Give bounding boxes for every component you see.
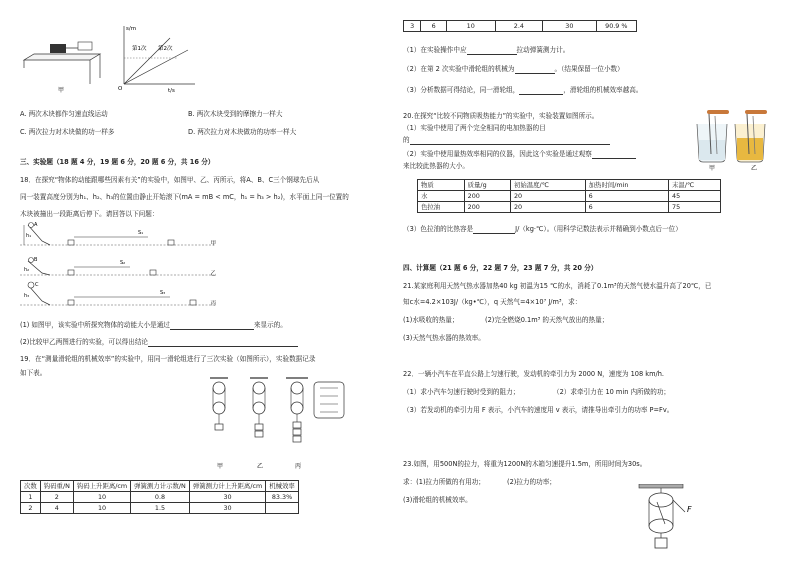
table-cell: 90.9 % [596, 21, 636, 32]
table-header: 弹簧测力计上升距离/cm [189, 481, 265, 492]
beaker-jia [697, 110, 729, 172]
q18-line3: 木块被撞出一段距离后停下。请回答以下问题： [20, 210, 159, 218]
q20-sub3 [403, 225, 682, 234]
table-cell: 2 [40, 492, 73, 503]
q19-sub2-after: 。（结果保留一位小数） [554, 65, 624, 73]
beaker-yi-label: 乙 [751, 165, 758, 172]
q21-sub2: (2)完全燃烧0.1m³ 的天然气放出的热量； [485, 316, 609, 324]
table-cell: 75 [669, 202, 721, 213]
q20-line4-before: （2）实验中使用量热效率相同的仪器，因此这个实验是通过观察 [403, 150, 592, 158]
table-header: 弹簧测力计示数/N [131, 481, 190, 492]
q19-sub1-after: 拉动弹簧测力计。 [516, 46, 570, 54]
table-header: 次数 [21, 481, 41, 492]
q22-line2b: （2）求牵引力在 10 min 内所做的功； [553, 388, 671, 396]
q23-line2a: 求：(1)拉力所做的有用功； [403, 478, 485, 486]
q23-line3: (3)滑轮组的机械效率。 [403, 496, 472, 504]
pulley-yi [250, 378, 268, 470]
table-cell: 20 [510, 191, 585, 202]
q19-table-continued [403, 20, 637, 32]
table-header: 钩码上升距离/cm [73, 481, 130, 492]
ramp-bing [20, 282, 216, 307]
table-row [418, 202, 721, 213]
q23-line1: 23.如图，用500N的拉力，将重为1200N的木箱匀速提升1.5m，所用时间为30s。 [403, 460, 647, 468]
table-figure [24, 42, 100, 84]
q19-sub2 [403, 65, 624, 74]
q22-line2a: （1）求小汽车匀速行驶时受到的阻力； [403, 388, 520, 396]
beaker-jia-label: 甲 [709, 165, 716, 172]
q19-sub1 [403, 46, 569, 55]
graph-origin: O [118, 86, 123, 92]
pulley-yi-label: 乙 [257, 463, 264, 470]
table-cell: 20 [510, 202, 585, 213]
table-cell: 水 [418, 191, 465, 202]
q20-sub3-blank[interactable] [473, 225, 515, 234]
table-cell: 6 [585, 191, 668, 202]
q19-sub3-before: （3）分析数据可得结论，同一滑轮组， [403, 86, 520, 94]
q19-line2: 如下表。 [20, 369, 47, 377]
q19-sub1-before: （1）在实验操作中应 [403, 46, 467, 54]
graph-line1-label: 第1次 [132, 46, 147, 52]
figure-pulleys [198, 376, 348, 474]
table-cell[interactable] [266, 503, 299, 514]
ramp-label-c: C [35, 282, 39, 288]
q20-data-table [417, 179, 721, 213]
option-c: C. 两次拉力对木块做的功一样多 [20, 128, 115, 136]
q19-data-table [20, 480, 299, 514]
ramp-label-s3: S₃ [160, 290, 166, 296]
graph-line2-label: 第2次 [158, 46, 173, 52]
q20-sub2-blank[interactable] [592, 150, 636, 159]
q18-sub1-blank[interactable] [170, 321, 254, 330]
q19-sub3-blank[interactable] [519, 86, 563, 95]
q18-sub2-blank[interactable] [148, 338, 298, 347]
table-cell: 30 [543, 21, 597, 32]
figure-ramps [20, 221, 220, 309]
q19-sub2-before: （2）在第 2 次实验中滑轮组的机械为 [403, 65, 515, 73]
table-cell: 6 [421, 21, 446, 32]
q18-sub2-text: (2)比较甲乙两图进行的实验，可以得出结论 [20, 338, 149, 346]
ramp-label-h1: h₁ [26, 233, 32, 239]
table-cell: 83.3% [266, 492, 299, 503]
table-cell: 10 [446, 21, 495, 32]
table-cell: 2.4 [495, 21, 543, 32]
q20-sub3-after: J/（kg·℃）。（用科学记数法表示并精确到小数点后一位） [515, 225, 682, 233]
q20-line5: 来比较此热器的大小。 [403, 162, 469, 170]
q22-line1: 22．一辆小汽车在平直公路上匀速行驶，发动机的牵引力为 2000 N，速度为 108 km/h. [403, 370, 665, 378]
q18-sub1-after: 来显示的。 [253, 321, 287, 329]
q21-sub3: (3)天然气热水器的热效率。 [403, 334, 485, 342]
q18-line2: 同一装置高度分别为h₁、h₂、h₃的位置由静止开始滚下(mA = mB < mC，h₁ = h₃ > h₂)，水平面上同一位置的 [20, 193, 349, 201]
option-d: D. 两次拉力对木块做功的功率一样大 [188, 128, 297, 136]
q20-line2: （1）实验中使用了两个完全相同的电加热器的目 [403, 124, 546, 132]
q18-sub1 [20, 321, 287, 330]
table-header: 质量/g [464, 180, 510, 191]
table-header: 初始温度/℃ [510, 180, 585, 191]
q19-sub3 [403, 86, 642, 95]
beaker-yi [735, 110, 767, 172]
graph-x-label: t/s [168, 88, 175, 94]
table-cell: 色拉油 [418, 202, 465, 213]
q19-line1: 19．在“测量滑轮组的机械效率”的实验中，用同一滑轮组进行了三次实验（如图所示），实验数据记录 [20, 355, 316, 363]
pulley-bing [286, 378, 344, 470]
figure-q23-pulley [633, 484, 703, 550]
q20-line3 [403, 136, 610, 145]
pulley-jia-label: 甲 [217, 463, 224, 470]
table-header: 加热时间/min [585, 180, 668, 191]
option-a: A. 两次木块都作匀速直线运动 [20, 110, 108, 118]
table-header: 钩码重/N [40, 481, 73, 492]
table-cell: 45 [669, 191, 721, 202]
ramp-label-a: A [34, 222, 38, 228]
table-row [21, 503, 299, 514]
graph-y-label: s/m [126, 26, 137, 32]
table-cell: 30 [189, 492, 265, 503]
option-b: B. 两次木块受到的摩擦力一样大 [188, 110, 283, 118]
pulley-jia [210, 378, 228, 470]
ramp-label-h2: h₂ [24, 267, 30, 273]
q18-sub1-before: (1) 如图甲，该实验中所探究物体的动能大小是通过 [20, 321, 170, 329]
pulley-bing-label: 丙 [295, 463, 302, 470]
table-cell: 2 [21, 503, 41, 514]
table-cell: 4 [40, 503, 73, 514]
table-row [404, 21, 637, 32]
table-cell: 10 [73, 492, 130, 503]
q20-line4 [403, 150, 636, 159]
q18-sub2 [20, 338, 298, 347]
table-cell: 30 [189, 503, 265, 514]
ramp-jia [20, 222, 216, 247]
table-cell: 0.8 [131, 492, 190, 503]
q19-sub1-blank[interactable] [467, 46, 517, 55]
table-header-row [418, 180, 721, 191]
table-row [21, 492, 299, 503]
q21-line2: 知c水=4.2×103J/（kg•℃），q 天然气=4×10⁷ J/m³，求： [403, 298, 582, 306]
q19-sub3-after: ，滑轮组的机械效率越高。 [563, 86, 643, 94]
q18-line1: 18．在探究“物体的动能跟哪些因素有关”的实验中，如图甲、乙、丙所示，将A、B、C三个钢球先后从 [20, 176, 320, 184]
table-cell: 3 [404, 21, 421, 32]
q20-sub1-blank[interactable] [410, 136, 610, 145]
section3-heading: 三、实验题（18 题 4 分，19 题 6 分，20 题 6 分，共 16 分） [20, 158, 215, 166]
ramp-label-s1: S₁ [138, 230, 144, 236]
force-f-label: F [687, 505, 692, 514]
fig-label-jia: 甲 [58, 87, 65, 94]
ramp-yi [20, 257, 216, 277]
q21-sub1: (1)水吸收的热量； [403, 316, 459, 324]
ramp-jia-label: 甲 [210, 241, 216, 247]
st-graph [118, 26, 195, 94]
q20-sub3-before: （3）色拉油的比热容是 [403, 225, 474, 233]
table-cell: 6 [585, 202, 668, 213]
ramp-label-s2: S₂ [120, 260, 126, 266]
ramp-yi-label: 乙 [210, 271, 216, 277]
table-cell: 200 [464, 191, 510, 202]
table-header: 物质 [418, 180, 465, 191]
q19-sub2-blank[interactable] [515, 65, 555, 74]
table-cell: 1.5 [131, 503, 190, 514]
ramp-bing-label: 丙 [210, 301, 216, 307]
table-header: 机械效率 [266, 481, 299, 492]
q20-line1: 20.在探究“比较不同物质吸热能力”的实验中，实验装置如图所示。 [403, 112, 599, 120]
table-header: 末温/℃ [669, 180, 721, 191]
table-header-row [21, 481, 299, 492]
q20-line3-text: 的 [403, 136, 410, 144]
table-row [418, 191, 721, 202]
figure-block-graph [20, 22, 200, 94]
ramp-label-h3: h₃ [24, 293, 30, 299]
table-cell: 200 [464, 202, 510, 213]
q23-line2b: (2)拉力的功率； [507, 478, 556, 486]
section4-heading: 四、计算题（21 题 6 分，22 题 7 分，23 题 7 分，共 20 分） [403, 264, 598, 272]
figure-beakers [693, 110, 773, 172]
table-cell: 10 [73, 503, 130, 514]
q21-line1: 21.某家庭利用天然气热水器加热40 kg 初温为15 ℃的水，消耗了0.1m³的天然气使水温升高了20℃，已 [403, 282, 712, 290]
q22-line3: （3）若发动机的牵引力用 F 表示，小汽车的速度用 v 表示，请推导出牵引力的功率 P=Fv。 [403, 406, 674, 414]
ramp-label-b: B [34, 257, 38, 263]
table-cell: 1 [21, 492, 41, 503]
